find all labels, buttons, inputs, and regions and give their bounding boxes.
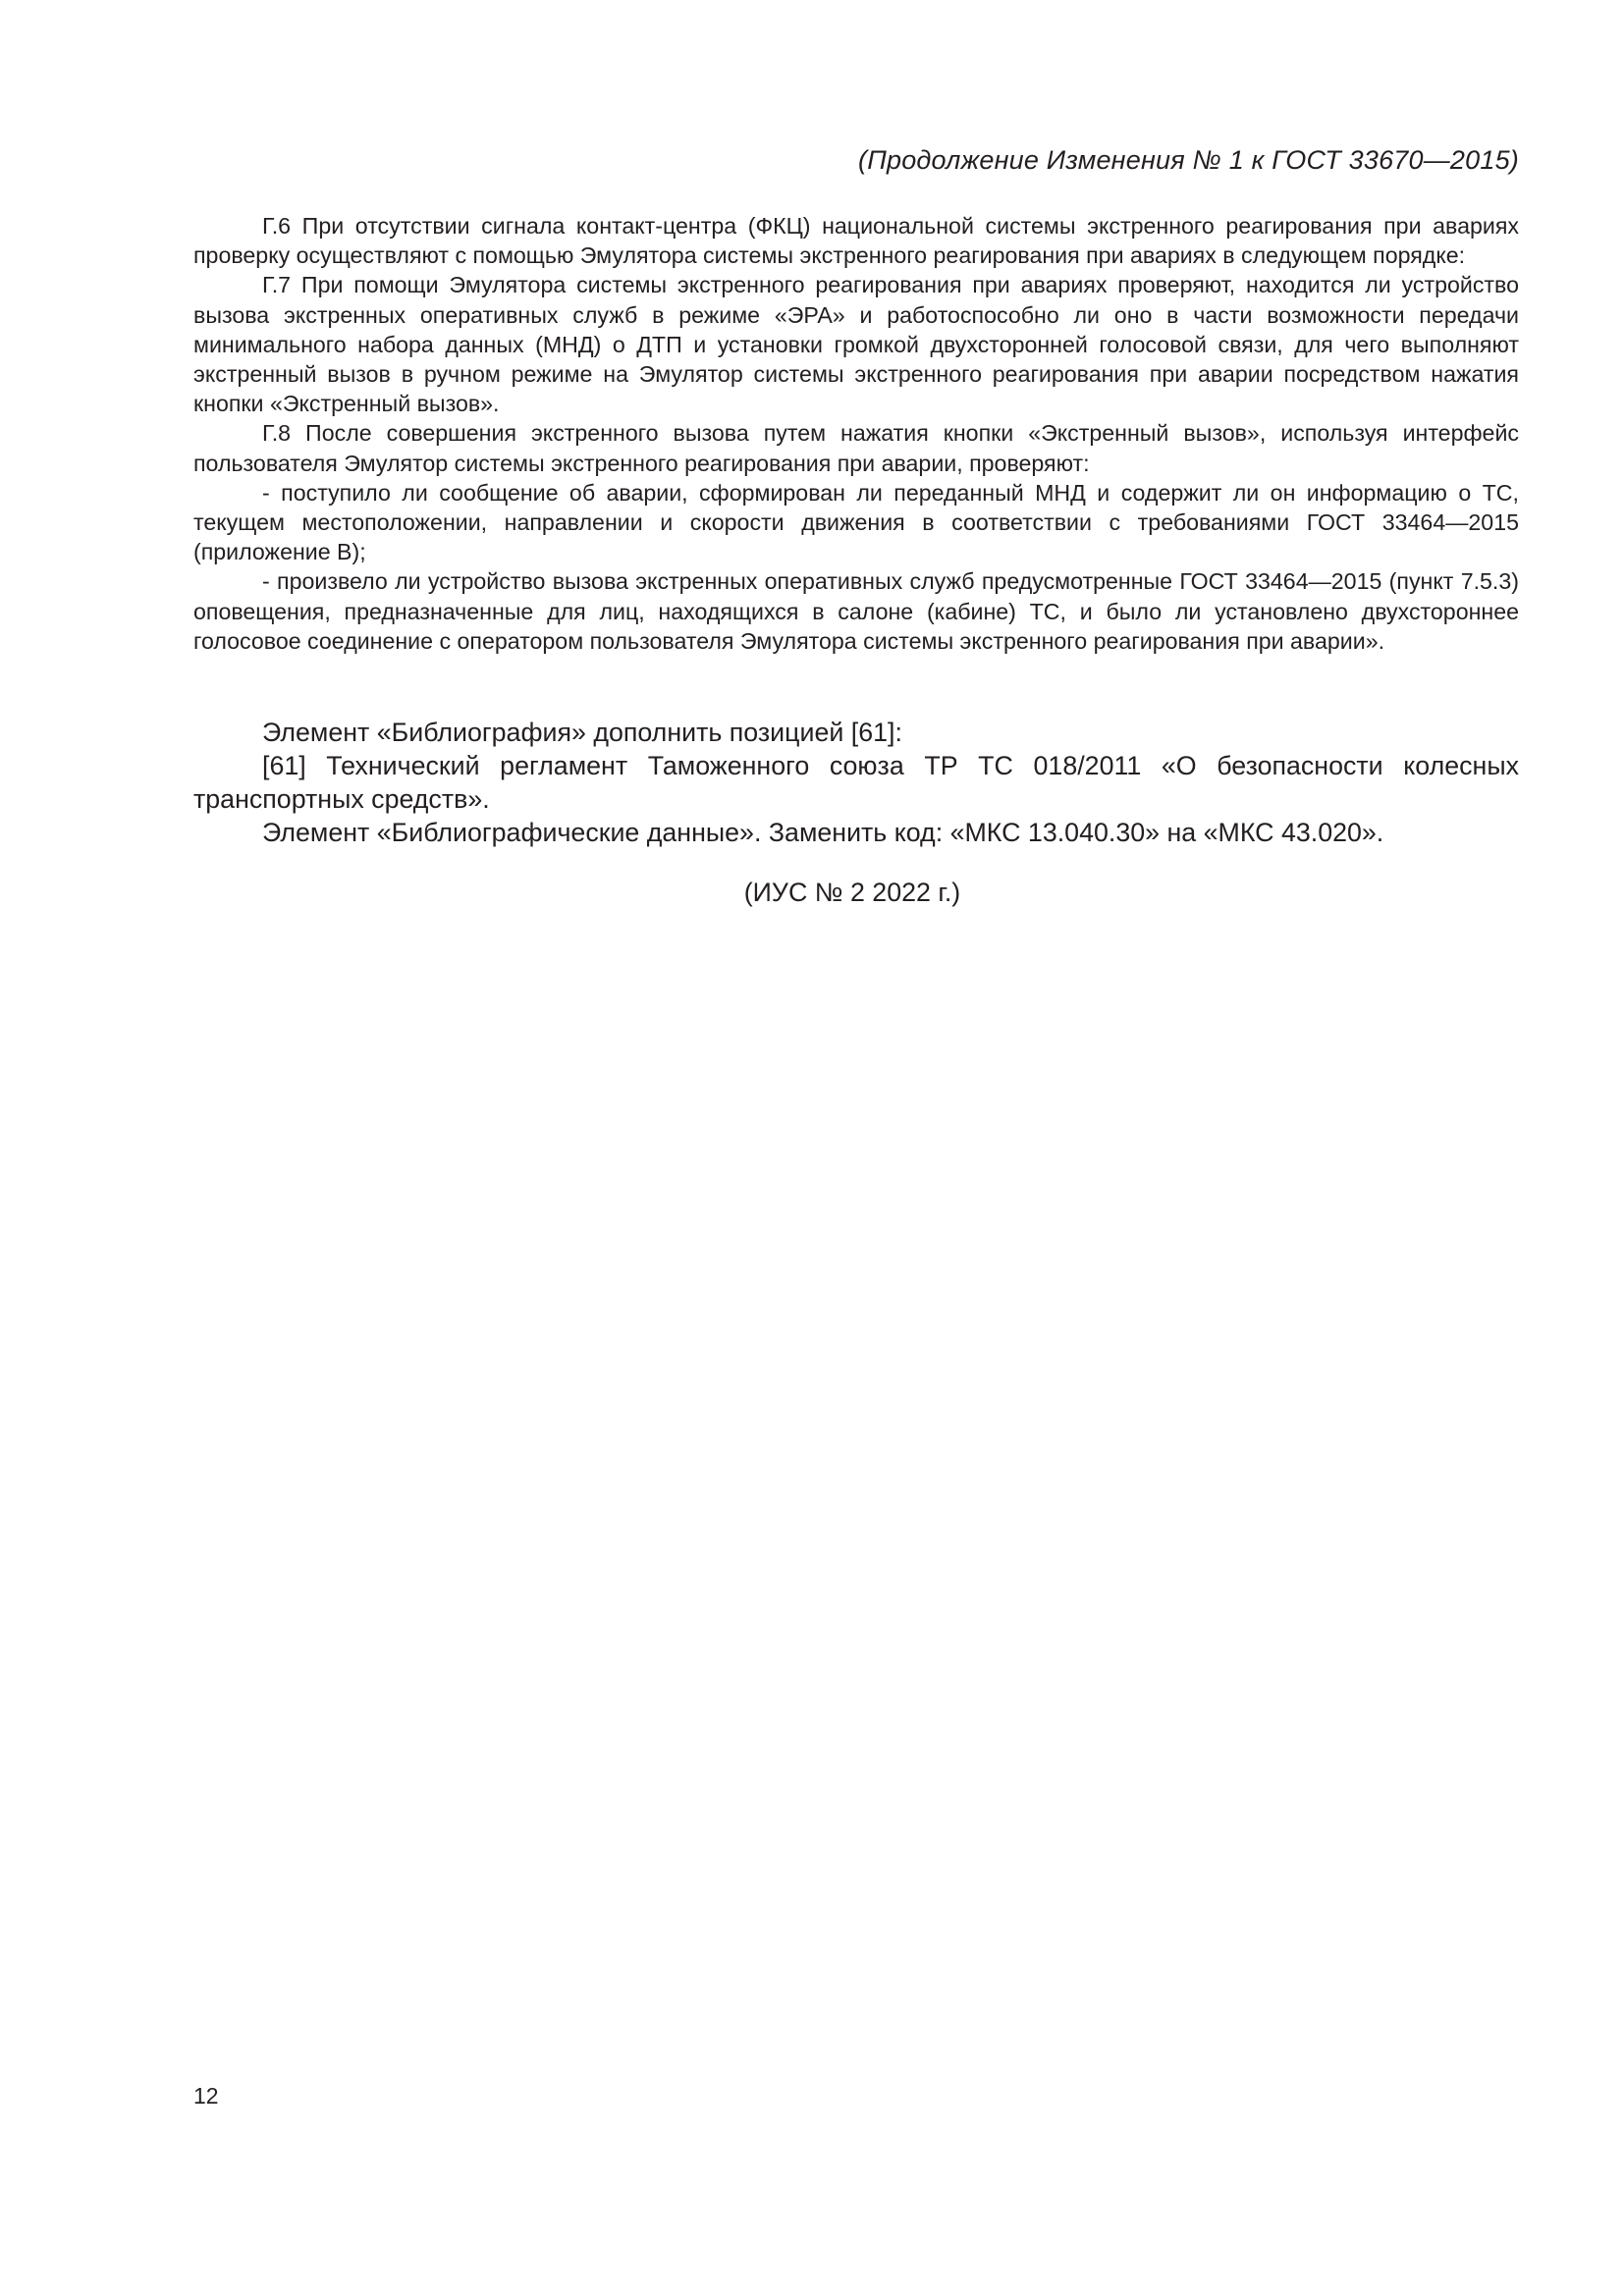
paragraph-g8-item-2: - произвело ли устройство вызова экстренных оперативных служб предусмотренные ГОСТ 33464—2015 (пункт 7.5.3) оповещения, предназначенные для лиц, находящихся в салоне (кабине) ТС, и было ли установлено двухстороннее голосовое соединение с оператором пользователя Эмулятора системы экстренного реагирования при аварии». (193, 568, 1519, 654)
paragraph-g8-item-1: - поступило ли сообщение об аварии, сформирован ли переданный МНД и содержит ли он информацию о ТС, текущем местоположении, направлении и скорости движения в соответствии с требованиями ГОСТ 33464—2015 (приложение В); (193, 479, 1519, 565)
page-number: 12 (193, 2083, 219, 2109)
ius-reference: (ИУС № 2 2022 г.) (743, 878, 961, 907)
bibliography-add-paragraph: Элемент «Библиография» дополнить позицией [61]: (262, 718, 902, 747)
paragraph-g7: Г.7 При помощи Эмулятора системы экстренного реагирования при авариях проверяют, находится ли устройство вызова экстренных оперативных служб в режиме «ЭРА» и работоспособно ли оно в части возможности передачи минимального набора данных (МНД) о ДТП и установки громкой двухсторонней голосовой связи, для чего выполняют экстренный вызов в ручном режиме на Эмулятор системы экстренного реагирования при аварии посредством нажатия кнопки «Экстренный вызов». (193, 272, 1519, 417)
amendments-text (193, 716, 1519, 849)
continuation-header: (Продолжение Изменения № 1 к ГОСТ 33670—2015) (858, 145, 1519, 175)
bibliographic-data-paragraph: Элемент «Библиографические данные». Заменить код: «МКС 13.040.30» на «МКС 43.020». (262, 818, 1384, 847)
paragraph-g8: Г.8 После совершения экстренного вызова путем нажатия кнопки «Экстренный вызов», используя интерфейс пользователя Эмулятор системы экстренного реагирования при аварии, проверяют: (193, 420, 1519, 476)
section-g-text (193, 211, 1519, 656)
reference-61-paragraph: [61] Технический регламент Таможенного союза ТР ТС 018/2011 «О безопасности колесных транспортных средств». (193, 751, 1519, 814)
paragraph-g6: Г.6 При отсутствии сигнала контакт-центра (ФКЦ) национальной системы экстренного реагирования при авариях проверку осуществляют с помощью Эмулятора системы экстренного реагирования при авариях в следующем порядке: (193, 213, 1519, 269)
